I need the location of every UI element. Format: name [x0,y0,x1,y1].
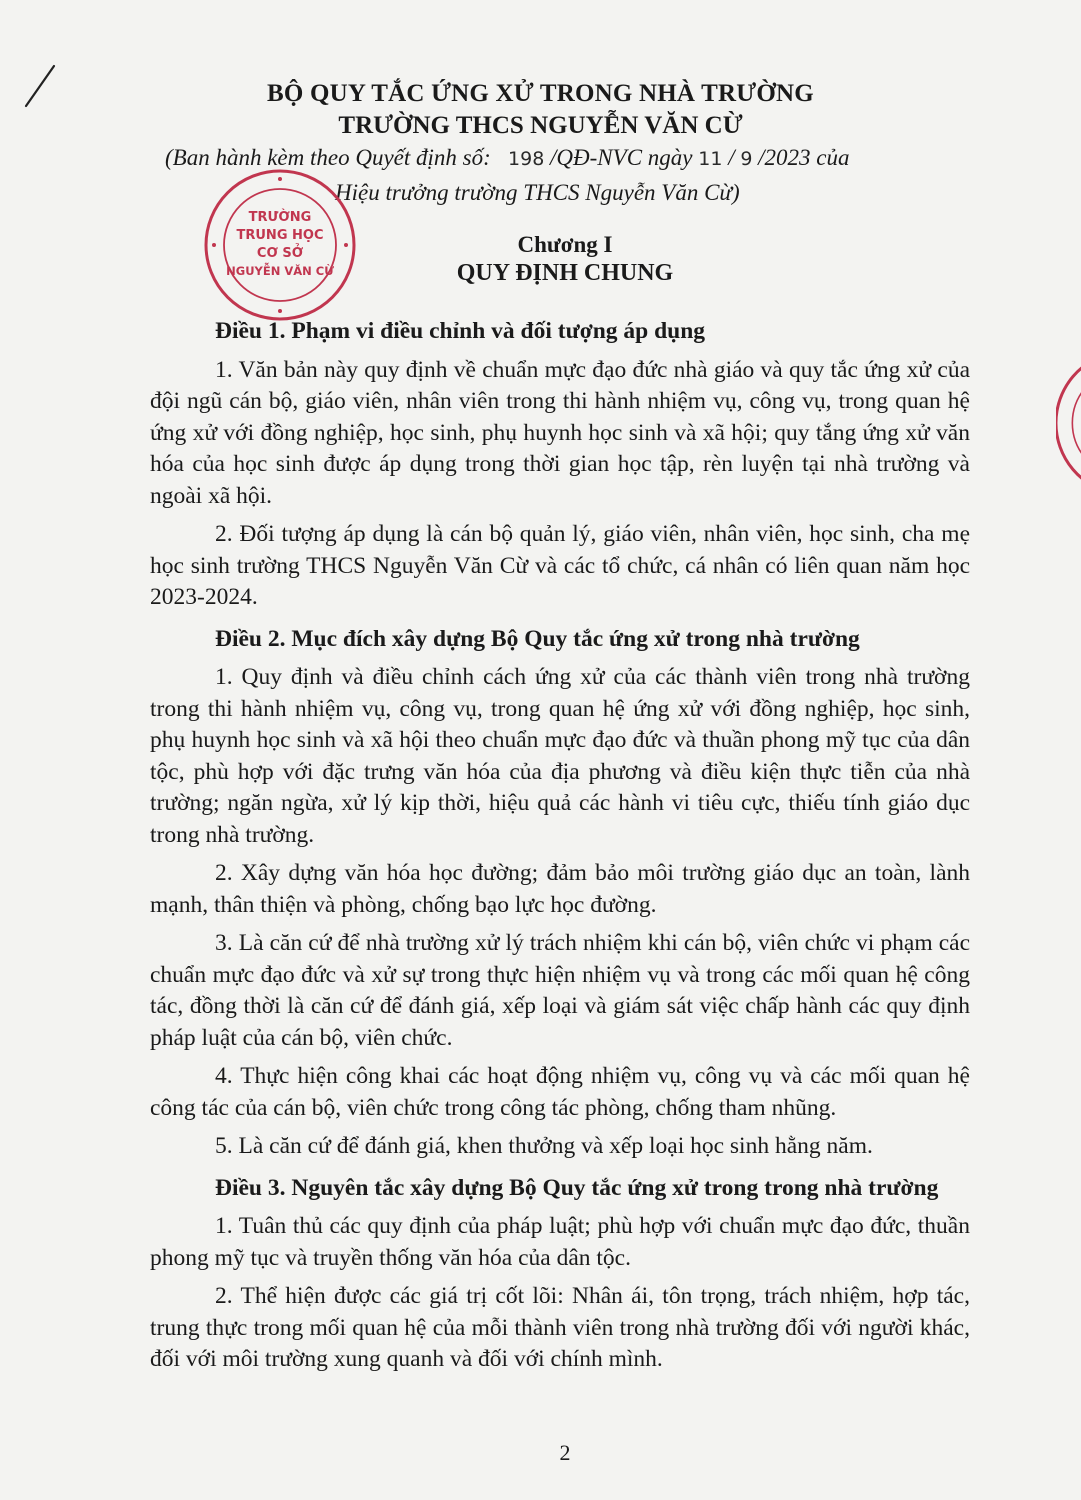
document-body [150,316,970,1376]
seal-text-line2: TRUNG HỌC [236,228,324,243]
article-3-heading: Điều 3. Nguyên tắc xây dựng Bộ Quy tắc ứng xử trong trong nhà trường [215,1174,939,1201]
issued-by: Hiệu trưởng trường THCS Nguyễn Văn Cừ) [335,180,740,205]
article-2-paragraph-4: 4. Thực hiện công khai các hoạt động nhiệm vụ, công vụ và các mối quan hệ công tác của cán bộ, viên chức trong công tác phòng, chống tham nhũng. [150,1063,970,1121]
article-3-paragraph-2: 2. Thể hiện được các giá trị cốt lõi: Nhân ái, tôn trọng, trách nhiệm, hợp tác, trung thực trong mối quan hệ của mỗi thành viên trong nhà trường đối với người khác, đối với môi trường xung quanh và đối với chính mình. [150,1283,970,1372]
article-2-paragraph-1: 1. Quy định và điều chỉnh cách ứng xử của các thành viên trong nhà trường trong thi hành nhiệm vụ, công vụ, trong quan hệ ứng xử với đồng nghiệp, học sinh, phụ huynh học sinh và xã hội theo chuẩn mực đạo đức và thuần phong mỹ tục của dân tộc, phù hợp với đặc trưng văn hóa của địa phương và điều kiện thực tiễn của nhà trường; ngăn ngừa, xử lý kịp thời, hiệu quả các hành vi tiêu cực, thiếu tính giáo dục trong nhà trường. [150,664,970,848]
decision-year: /2023 của [758,145,850,170]
issued-prefix: (Ban hành kèm theo Quyết định số: [165,145,491,170]
article-1-heading: Điều 1. Phạm vi điều chỉnh và đối tượng áp dụng [215,318,706,344]
seal-fragment-right-edge [1056,348,1081,498]
document-title: BỘ QUY TẮC ỨNG XỬ TRONG NHÀ TRƯỜNG [267,80,814,107]
article-2-heading: Điều 2. Mục đích xây dựng Bộ Quy tắc ứng xử trong nhà trường [215,625,860,652]
decision-month: 9 [740,148,753,170]
chapter-number: Chương I [517,232,613,257]
decision-number: 198 [508,148,545,170]
page-number: 2 [559,1440,571,1465]
article-1-paragraph-2: 2. Đối tượng áp dụng là cán bộ quản lý, giáo viên, nhân viên, học sinh, cha mẹ học sinh trường THCS Nguyễn Văn Cừ và các tổ chức, cá nhân có liên quan năm học 2023-2024. [150,521,970,610]
article-2-paragraph-2: 2. Xây dựng văn hóa học đường; đảm bảo môi trường giáo dục an toàn, lành mạnh, thân thiện và phòng, chống bạo lực học đường. [150,860,970,918]
decision-day: 11 [698,148,723,170]
article-3-paragraph-1: 1. Tuân thủ các quy định của pháp luật; phù hợp với chuẩn mực đạo đức, thuần phong mỹ tục và truyền thống văn hóa của dân tộc. [150,1213,970,1271]
seal-text-line3: CƠ SỞ [256,246,304,261]
article-1-paragraph-1: 1. Văn bản này quy định về chuẩn mực đạo đức nhà giáo và quy tắc ứng xử của đội ngũ cán bộ, giáo viên, nhân viên trong thi hành nhiệm vụ, công vụ, trong quan hệ ứng xử với đồng nghiệp, học sinh, phụ huynh học sinh và xã hội; quy tắng ứng xử văn hóa của học sinh được áp dụng trong thời gian học tập, rèn luyện tại nhà trường và ngoài xã hội. [150,356,970,509]
article-2-paragraph-3: 3. Là căn cứ để nhà trường xử lý trách nhiệm khi cán bộ, viên chức vi phạm các chuẩn mực đạo đức và xử sự trong thực hiện nhiệm vụ và trong các mối quan hệ công tác, đồng thời là căn cứ để đánh giá, xếp loại và giám sát việc chấp hành các quy định pháp luật của cán bộ, viên chức. [150,930,970,1051]
seal-text-line4: NGUYỄN VĂN CỪ [226,264,334,278]
article-2-paragraph-5: 5. Là căn cứ để đánh giá, khen thưởng và xếp loại học sinh hằng năm. [215,1133,873,1159]
issuance-note: (Ban hành kèm theo Quyết định số: 198 /QĐ-NVC ngày 11 / 9 /2023 của Hiệu trưởng trường THCS Nguyễn Văn Cừ) [165,141,965,210]
chapter-title: QUY ĐỊNH CHUNG [456,260,674,286]
school-name: TRƯỜNG THCS NGUYỄN VĂN CỪ [338,112,743,139]
seal-text-line1: TRƯỜNG [248,210,312,225]
decision-code: /QĐ-NVC ngày [550,145,693,170]
